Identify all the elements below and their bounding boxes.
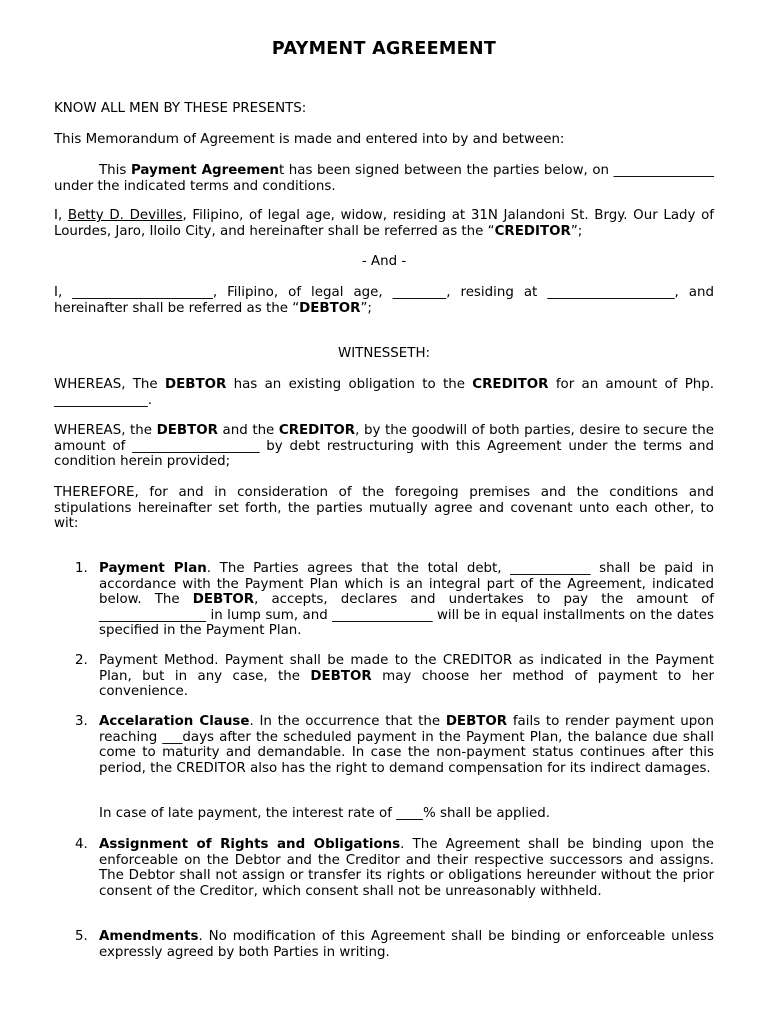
intro-paragraph: This Memorandum of Agreement is made and entered into by and between: (54, 132, 565, 147)
document-title: PAYMENT AGREEMENT (271, 39, 497, 59)
signed-paragraph: This Payment Agreement has been signed between the parties below, on _______________ under the indicated terms and conditions. (54, 163, 714, 194)
opening-line: KNOW ALL MEN BY THESE PRESENTS: (54, 101, 307, 116)
debtor-paragraph: I, _____________________, Filipino, of legal age, ________, residing at ___________________, and hereinafter shall be referred as the “DEBTOR”; (54, 285, 714, 316)
therefore-paragraph: THEREFORE, for and in consideration of the foregoing premises and the conditions and stipulations hereinafter set forth, the parties mutually agree and covenant unto each other, to wit: (54, 485, 714, 531)
and-separator: - And - (361, 254, 407, 269)
whereas-paragraph-1: WHEREAS, The DEBTOR has an existing obligation to the CREDITOR for an amount of Php. ______________. (54, 377, 715, 408)
creditor-name: Betty D. Devilles (67, 208, 183, 223)
witnesseth-heading: WITNESSETH: (337, 346, 431, 361)
whereas-paragraph-2: WHEREAS, the DEBTOR and the CREDITOR, by the goodwill of both parties, desire to secure the amount of ___________________ by debt restructuring with this Agreement under the terms and condition herein provided; (54, 423, 714, 469)
creditor-paragraph: I, Betty D. Devilles, Filipino, of legal age, widow, residing at 31N Jalandoni St. Brgy. Our Lady of Lourdes, Jaro, Iloilo City, and hereinafter shall be referred as the “CREDITOR”; (54, 208, 714, 239)
